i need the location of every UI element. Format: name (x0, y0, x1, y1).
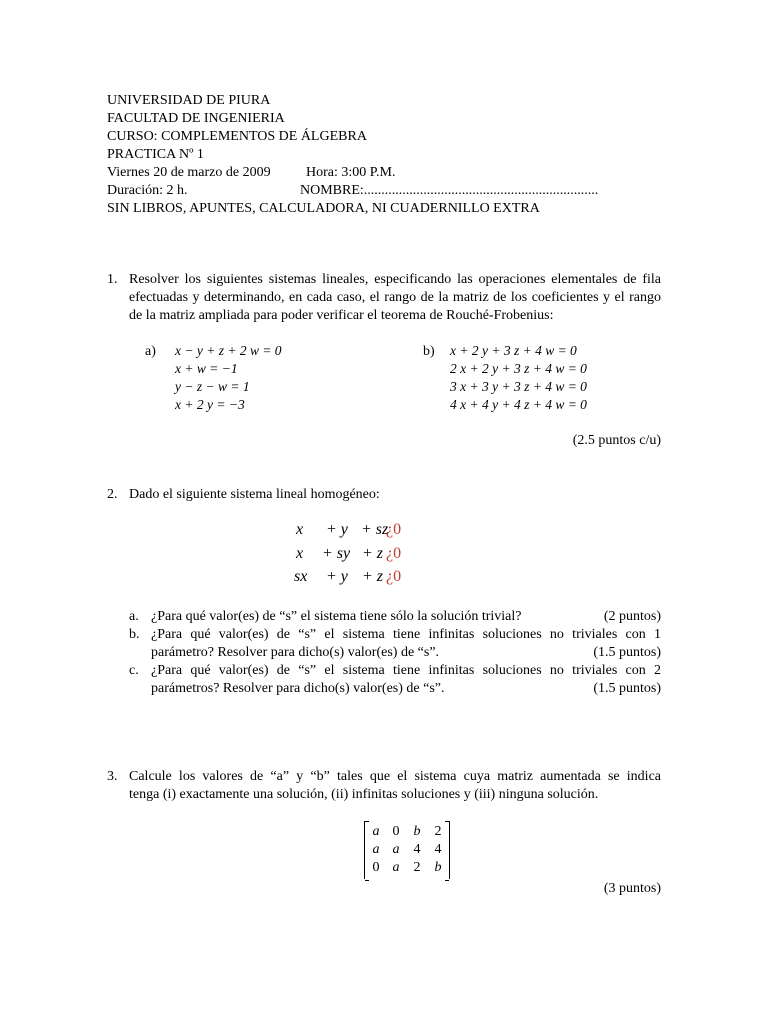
system-row-1-col-1: x (296, 521, 304, 538)
matrix-cell: a (372, 824, 380, 839)
question-2-number: 2. (107, 487, 118, 502)
system-row-1-col-4: ¿0 (386, 521, 402, 538)
university-name: UNIVERSIDAD DE PIURA (107, 93, 271, 108)
system-a-eq-4: x + 2 y = −3 (175, 397, 245, 412)
system-b-eq-4: 4 x + 4 y + 4 z + 4 w = 0 (450, 397, 587, 412)
subquestion-c-text-line-2: parámetros? Resolver para dicho(s) valor(es) de “s”. (151, 681, 445, 696)
faculty-name: FACULTAD DE INGENIERIA (107, 111, 285, 126)
subquestion-c-text-line-1: ¿Para qué valor(es) de “s” el sistema tiene infinitas soluciones no triviales con 2 (151, 663, 661, 678)
system-row-2-col-3: + z (362, 545, 384, 562)
exam-duration: Duración: 2 h. (107, 183, 188, 198)
exam-time: Hora: 3:00 P.M. (306, 165, 396, 180)
system-row-3-col-1: sx (294, 568, 308, 585)
system-row-3-col-2: + y (326, 568, 348, 585)
practice-number: PRACTICA Nº 1 (107, 147, 204, 162)
system-row-3-col-4: ¿0 (386, 568, 402, 585)
matrix-cell: 4 (434, 842, 442, 857)
question-1-text: Resolver los siguientes sistemas lineales, especificando las operaciones elementales de fila efectuadas y determinando, en cada caso, el rango de la matriz de los coeficientes y el rango de la matriz ampliada para poder verificar el teorema de Rouché-Frobenius: (129, 272, 661, 323)
system-row-1-col-3: + sz (361, 521, 389, 538)
system-a-label: a) (145, 344, 156, 359)
question-3-text-line-2: tenga (i) exactamente una solución, (ii) infinitas soluciones y (iii) ninguna solución. (129, 787, 599, 802)
question-3-text-line-1: Calcule los valores de “a” y “b” tales que el sistema cuya matriz aumentada se indica (129, 769, 661, 784)
exam-rules: SIN LIBROS, APUNTES, CALCULADORA, NI CUADERNILLO EXTRA (107, 201, 540, 216)
system-b-eq-2: 2 x + 2 y + 3 z + 4 w = 0 (450, 361, 587, 376)
matrix-cell: 2 (413, 860, 421, 875)
matrix-cell: a (392, 860, 400, 875)
question-3-points: (3 puntos) (603, 881, 661, 896)
subquestion-a-text: ¿Para qué valor(es) de “s” el sistema tiene sólo la solución trivial? (151, 609, 522, 624)
system-row-2-col-1: x (296, 545, 304, 562)
system-row-2-col-4: ¿0 (386, 545, 402, 562)
augmented-matrix (364, 821, 450, 879)
matrix-cell: 0 (372, 860, 380, 875)
subquestion-a-points: (2 puntos) (603, 609, 661, 624)
matrix-cell: b (434, 860, 442, 875)
question-3-number: 3. (107, 769, 118, 784)
matrix-cell: 2 (434, 824, 442, 839)
system-row-2-col-2: + sy (322, 545, 351, 562)
subquestion-a-label: a. (129, 609, 139, 624)
question-1-number: 1. (107, 272, 118, 287)
matrix-cell: a (392, 842, 400, 857)
system-b-eq-1: x + 2 y + 3 z + 4 w = 0 (450, 343, 577, 358)
course-name: CURSO: COMPLEMENTOS DE ÁLGEBRA (107, 129, 367, 144)
question-2-text: Dado el siguiente sistema lineal homogéneo: (129, 487, 380, 502)
subquestion-c-label: c. (129, 663, 139, 678)
matrix-cell: 4 (413, 842, 421, 857)
matrix-cell: b (413, 824, 421, 839)
matrix-cell: 0 (392, 824, 400, 839)
name-field: NOMBRE:................................................................... (300, 183, 599, 198)
subquestion-b-text-line-2: parámetro? Resolver para dicho(s) valor(es) de “s”. (151, 645, 440, 660)
system-b-label: b) (423, 344, 435, 359)
system-row-3-col-3: + z (362, 568, 384, 585)
subquestion-c-points: (1.5 puntos) (593, 681, 661, 696)
system-a-eq-2: x + w = −1 (175, 361, 238, 376)
system-a-eq-1: x − y + z + 2 w = 0 (175, 343, 282, 358)
system-row-1-col-2: + y (326, 521, 348, 538)
question-1-points: (2.5 puntos c/u) (572, 433, 661, 448)
exam-date: Viernes 20 de marzo de 2009 (107, 165, 271, 180)
matrix-cell: a (372, 842, 380, 857)
subquestion-b-points: (1.5 puntos) (593, 645, 661, 660)
subquestion-b-text-line-1: ¿Para qué valor(es) de “s” el sistema tiene infinitas soluciones no triviales con 1 (151, 627, 661, 642)
subquestion-b-label: b. (129, 627, 140, 642)
system-b-eq-3: 3 x + 3 y + 3 z + 4 w = 0 (450, 379, 587, 394)
system-a-eq-3: y − z − w = 1 (175, 379, 250, 394)
